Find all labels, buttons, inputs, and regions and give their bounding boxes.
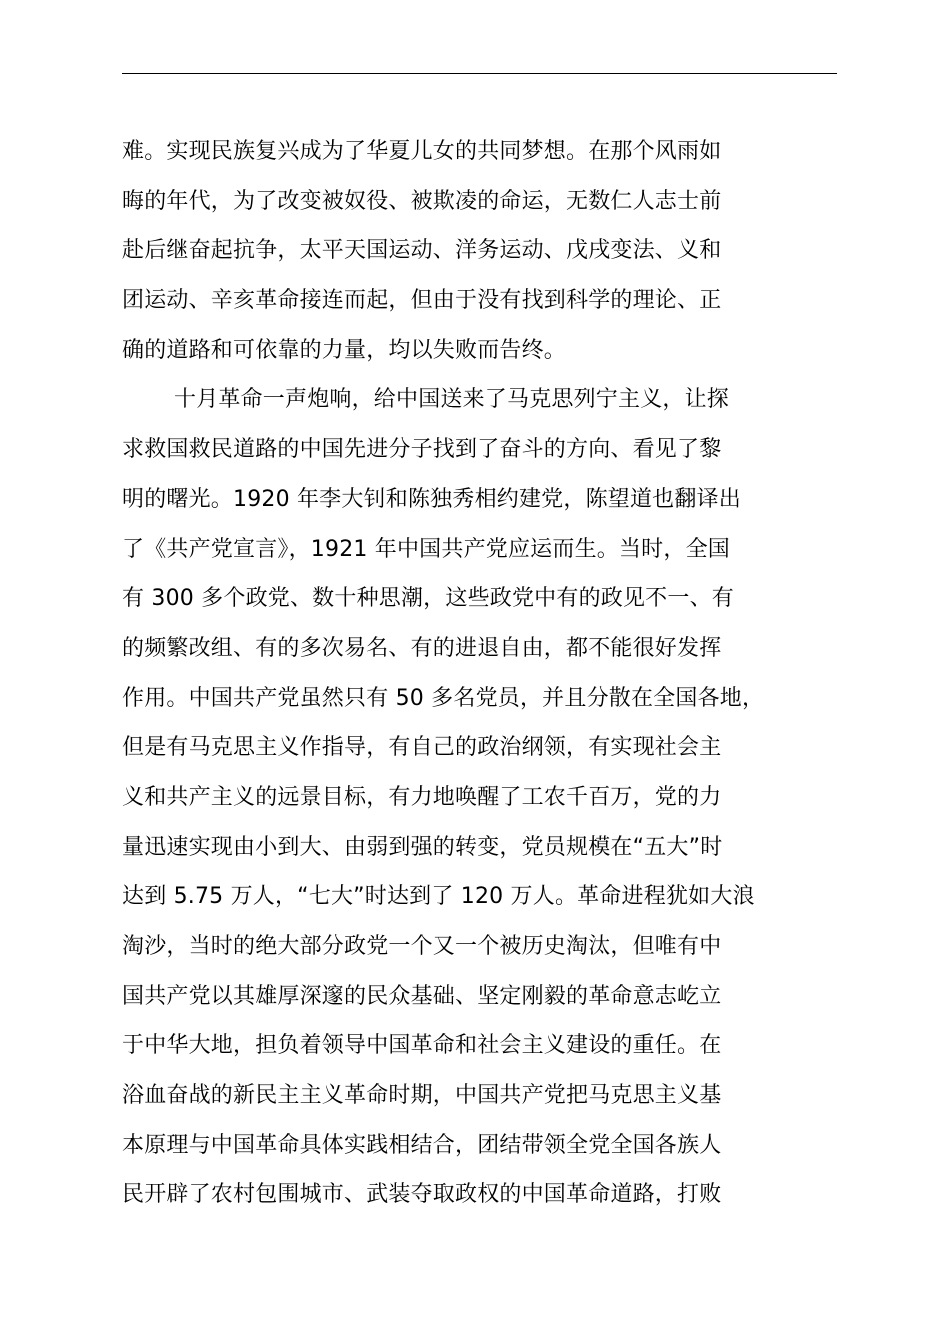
text-line: 民开辟了农村包围城市、武装夺取政权的中国革命道路，打败 — [122, 1182, 722, 1208]
text-line: 确的道路和可依靠的力量，均以失败而告终。 — [122, 337, 567, 363]
text-line: 淘沙，当时的绝大部分政党一个又一个被历史淘汰，但唯有中 — [122, 934, 722, 959]
document-body — [122, 127, 882, 1220]
text-line: 赴后继奋起抗争，太平天国运动、洋务运动、戊戌变法、义和 — [122, 238, 722, 264]
text-line: 有 300 多个政党、数十种思潮，这些政党中有的政见不一、有 — [122, 586, 734, 612]
text-line: 晦的年代，为了改变被奴役、被欺凌的命运，无数仁人志士前 — [122, 188, 722, 214]
text-line: 求救国救民道路的中国先进分子找到了奋斗的方向、看见了黎 — [122, 437, 722, 463]
paragraph-2 — [122, 375, 882, 1220]
header-rule — [122, 73, 837, 74]
text-line: 本原理与中国革命具体实践相结合，团结带领全党全国各族人 — [122, 1132, 722, 1158]
text-line: 但是有马克思主义作指导，有自己的政治纲领，有实现社会主 — [122, 735, 722, 761]
text-line: 明的曙光。1920 年李大钊和陈独秀相约建党，陈望道也翻译出 — [122, 486, 741, 512]
text-line: 国共产党以其雄厚深邃的民众基础、坚定刚毅的革命意志屹立 — [122, 983, 722, 1009]
text-line: 作用。中国共产党虽然只有 50 多名党员，并且分散在全国各地， — [122, 685, 765, 711]
paragraph-1 — [122, 127, 882, 375]
text-line: 的频繁改组、有的多次易名、有的进退自由，都不能很好发挥 — [122, 635, 722, 661]
text-line: 于中华大地，担负着领导中国革命和社会主义建设的重任。在 — [122, 1033, 722, 1059]
text-line: 量迅速实现由小到大、由弱到强的转变，党员规模在“五大”时 — [122, 834, 723, 860]
text-line: 团运动、辛亥革命接连而起，但由于没有找到科学的理论、正 — [122, 288, 722, 314]
text-line: 义和共产主义的远景目标，有力地唤醒了工农千百万，党的力 — [122, 784, 722, 810]
text-line: 难。实现民族复兴成为了华夏儿女的共同梦想。在那个风雨如 — [122, 139, 722, 164]
text-line: 达到 5.75 万人，“七大”时达到了 120 万人。革命进程犹如大浪 — [122, 884, 755, 910]
text-line: 浴血奋战的新民主主义革命时期，中国共产党把马克思主义基 — [122, 1083, 722, 1109]
text-line: 了《共产党宣言》，1921 年中国共产党应运而生。当时，全国 — [122, 536, 730, 562]
text-line: 十月革命一声炮响，给中国送来了马克思列宁主义，让探 — [174, 387, 730, 413]
